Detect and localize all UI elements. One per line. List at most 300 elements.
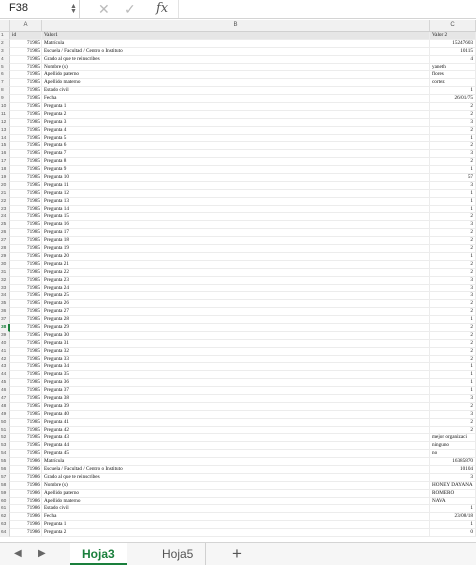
cell-b[interactable]: Pregunta 34 [42,363,430,371]
row-header[interactable]: 14 [0,135,10,143]
row-header[interactable]: 62 [0,513,10,521]
row-header[interactable]: 33 [0,285,10,293]
cell-c[interactable]: 23/08/18 [430,513,476,521]
cell-b[interactable]: Pregunta 8 [42,158,430,166]
cell-c[interactable]: 1 [430,135,476,143]
row-header[interactable]: 20 [0,182,10,190]
row-header[interactable]: 59 [0,490,10,498]
cell-c[interactable]: 2 [430,324,476,332]
row-header[interactable]: 58 [0,482,10,490]
row-header[interactable]: 4 [0,56,10,64]
cell-b[interactable]: Pregunta 5 [42,135,430,143]
cell-c[interactable]: 1 [430,87,476,95]
table-header-row [0,32,476,40]
cell-a[interactable]: 71985 [10,332,42,340]
cell-c[interactable]: 57 [430,174,476,182]
cell-a[interactable]: 71985 [10,127,42,135]
cell-c[interactable]: 2 [430,403,476,411]
cancel-icon[interactable]: ✕ [98,1,110,17]
row-header[interactable]: 12 [0,119,10,127]
cell-c[interactable]: 2 [430,237,476,245]
row-header[interactable]: 25 [0,221,10,229]
cell-a[interactable]: 71985 [10,40,42,48]
column-headers [0,20,476,32]
cell-c[interactable]: NAVA [430,498,476,506]
row-header[interactable]: 17 [0,158,10,166]
row-header[interactable]: 8 [0,87,10,95]
cell-a[interactable]: 71985 [10,363,42,371]
cell-c[interactable]: 1 [430,166,476,174]
cell-a[interactable]: 71985 [10,356,42,364]
cell-b[interactable]: Matrícula [42,458,430,466]
row-header[interactable]: 3 [0,48,10,56]
sheet-tab-hoja3[interactable]: Hoja3 [70,543,127,565]
table-row [0,505,476,513]
row-header[interactable]: 57 [0,474,10,482]
cell-b[interactable]: Pregunta 22 [42,269,430,277]
cell-b[interactable]: Nombre (s) [42,482,430,490]
cell-b[interactable]: Fecha [42,95,430,103]
cell-c[interactable]: 3 [430,221,476,229]
row-header[interactable]: 36 [0,308,10,316]
cell-b[interactable]: Escuela / Facultad / Centro o Instituto [42,466,430,474]
select-all-corner[interactable] [0,20,10,31]
cell-c[interactable]: 2 [430,229,476,237]
row-header[interactable]: 11 [0,111,10,119]
cell-c[interactable]: 1 [430,387,476,395]
cell-b[interactable]: Escuela / Facultad / Centro o Instituto [42,48,430,56]
row-header[interactable]: 1 [0,32,10,40]
cell-c[interactable]: 2 [430,427,476,435]
row-header[interactable]: 60 [0,498,10,506]
row-header[interactable]: 64 [0,529,10,537]
cell-c[interactable]: 2 [430,308,476,316]
cell-b[interactable]: Valor1 [42,32,430,40]
table-row [0,253,476,261]
column-header-c[interactable]: C [430,20,476,31]
row-header[interactable]: 63 [0,521,10,529]
cell-b[interactable]: Pregunta 16 [42,221,430,229]
cell-c[interactable]: ninguno [430,442,476,450]
cell-c[interactable]: Valor 2 [430,32,476,40]
cell-b[interactable]: Pregunta 28 [42,316,430,324]
cell-b[interactable]: Pregunta 18 [42,237,430,245]
cell-a[interactable]: 71985 [10,387,42,395]
cell-a[interactable]: 71985 [10,442,42,450]
cell-b[interactable]: Pregunta 1 [42,521,430,529]
cell-b[interactable]: Estado civil [42,505,430,513]
table-row [0,142,476,150]
column-header-a[interactable]: A [10,20,42,31]
table-row [0,87,476,95]
cell-b[interactable]: Fecha [42,513,430,521]
cell-b[interactable]: Pregunta 42 [42,427,430,435]
cell-c[interactable]: 3 [430,292,476,300]
cell-b[interactable]: Pregunta 25 [42,292,430,300]
name-box-dropdown-icon[interactable]: ▲ ▼ [70,3,77,15]
cell-b[interactable]: Apellido materno [42,498,430,506]
cell-b[interactable]: Apellido paterno [42,490,430,498]
row-header[interactable]: 44 [0,371,10,379]
cell-b[interactable]: Matrícula [42,40,430,48]
cell-b[interactable]: Pregunta 1 [42,103,430,111]
cell-c[interactable]: 3 [430,411,476,419]
cell-c[interactable]: 3 [430,395,476,403]
row-header[interactable]: 24 [0,213,10,221]
cell-b[interactable]: Pregunta 40 [42,411,430,419]
row-header[interactable]: 40 [0,340,10,348]
cell-c[interactable]: 1 [430,521,476,529]
cell-a[interactable]: 71985 [10,269,42,277]
add-sheet-button[interactable]: + [232,544,242,563]
cell-a[interactable]: 71985 [10,158,42,166]
cell-b[interactable]: Nombre (s) [42,64,430,72]
cell-a[interactable]: 71986 [10,490,42,498]
cell-b[interactable]: Pregunta 19 [42,245,430,253]
cell-a[interactable]: 71986 [10,482,42,490]
cell-a[interactable]: 71985 [10,229,42,237]
name-box[interactable] [0,0,80,18]
cell-b[interactable]: Pregunta 9 [42,166,430,174]
row-header[interactable]: 9 [0,95,10,103]
cell-a[interactable]: 71985 [10,411,42,419]
cell-b[interactable]: Grado al que te reinscribes [42,56,430,64]
row-header[interactable]: 51 [0,427,10,435]
cell-b[interactable]: Pregunta 30 [42,332,430,340]
cell-a[interactable]: 71985 [10,71,42,79]
cell-b[interactable]: Pregunta 29 [42,324,430,332]
table-row [0,356,476,364]
cell-c[interactable]: 1 [430,316,476,324]
confirm-icon[interactable]: ✓ [124,1,136,17]
cell-b[interactable]: Apellido paterno [42,71,430,79]
cell-c[interactable]: 1 [430,379,476,387]
cell-a[interactable]: 71985 [10,434,42,442]
cell-b[interactable]: Pregunta 6 [42,142,430,150]
cell-a[interactable]: 71985 [10,135,42,143]
row-header[interactable]: 37 [0,316,10,324]
row-header[interactable]: 30 [0,261,10,269]
cell-b[interactable]: Pregunta 23 [42,277,430,285]
row-header[interactable]: 56 [0,466,10,474]
cell-c[interactable]: 2 [430,340,476,348]
cell-c[interactable]: 16385870 [430,458,476,466]
cell-a[interactable]: 71985 [10,348,42,356]
cell-a[interactable]: 71985 [10,213,42,221]
cell-b[interactable]: Pregunta 36 [42,379,430,387]
cell-b[interactable]: Pregunta 17 [42,229,430,237]
cell-a[interactable]: 71985 [10,142,42,150]
cell-a[interactable]: 71985 [10,419,42,427]
cell-b[interactable]: Pregunta 11 [42,182,430,190]
row-header[interactable]: 18 [0,166,10,174]
row-header[interactable]: 47 [0,395,10,403]
cell-a[interactable]: 71985 [10,253,42,261]
row-header[interactable]: 6 [0,71,10,79]
cell-b[interactable]: Pregunta 39 [42,403,430,411]
cell-a[interactable]: 71985 [10,237,42,245]
row-header[interactable]: 16 [0,150,10,158]
cell-c[interactable]: 2 [430,158,476,166]
cell-c[interactable]: 1 [430,363,476,371]
row-header[interactable]: 49 [0,411,10,419]
cell-a[interactable]: 71985 [10,221,42,229]
cell-c[interactable]: 2 [430,127,476,135]
cell-a[interactable]: 71986 [10,529,42,537]
cell-b[interactable]: Pregunta 21 [42,261,430,269]
cell-c[interactable]: 26/01/75 [430,95,476,103]
cell-c[interactable]: 2 [430,356,476,364]
cell-a[interactable]: 71985 [10,340,42,348]
cell-c[interactable]: 1 [430,505,476,513]
cell-c[interactable]: 4 [430,56,476,64]
cell-c[interactable]: 1 [430,206,476,214]
cell-c[interactable]: no [430,450,476,458]
row-header[interactable]: 46 [0,387,10,395]
cell-a[interactable]: 71985 [10,403,42,411]
cell-b[interactable]: Pregunta 31 [42,340,430,348]
row-header[interactable]: 39 [0,332,10,340]
row-header[interactable]: 27 [0,237,10,245]
row-header[interactable]: 13 [0,127,10,135]
cell-a[interactable]: 71986 [10,521,42,529]
cell-c[interactable]: 2 [430,111,476,119]
table-row [0,442,476,450]
cell-b[interactable]: Pregunta 3 [42,119,430,127]
cell-c[interactable]: 2 [430,269,476,277]
row-header[interactable]: 54 [0,450,10,458]
cell-c[interactable]: 2 [430,142,476,150]
table-row [0,340,476,348]
cell-a[interactable]: 71985 [10,379,42,387]
cell-a[interactable]: 71985 [10,150,42,158]
cell-c[interactable]: 1 [430,198,476,206]
cell-c[interactable]: 1 [430,371,476,379]
cell-a[interactable]: 71985 [10,56,42,64]
cell-reference: F38 [9,2,28,14]
row-header[interactable]: 35 [0,300,10,308]
cell-c[interactable]: 10104 [430,466,476,474]
cell-a[interactable]: 71985 [10,190,42,198]
cell-c[interactable]: 1 [430,253,476,261]
cell-b[interactable]: Pregunta 44 [42,442,430,450]
cell-b[interactable]: Pregunta 27 [42,308,430,316]
cell-b[interactable]: Pregunta 41 [42,419,430,427]
cell-a[interactable]: 71985 [10,198,42,206]
row-header[interactable]: 21 [0,190,10,198]
cell-c[interactable]: cortez [430,79,476,87]
cell-a[interactable]: 71986 [10,466,42,474]
table-row [0,269,476,277]
cell-a[interactable]: 71986 [10,513,42,521]
cell-c[interactable]: ROMERO [430,490,476,498]
row-header[interactable]: 48 [0,403,10,411]
table-row [0,450,476,458]
table-row [0,332,476,340]
cell-b[interactable]: Pregunta 24 [42,285,430,293]
cell-c[interactable]: 3 [430,474,476,482]
cell-a[interactable]: 71985 [10,119,42,127]
cell-c[interactable]: 2 [430,419,476,427]
cell-c[interactable]: 2 [430,245,476,253]
function-icon[interactable]: fx [156,1,169,16]
row-header[interactable]: 42 [0,356,10,364]
cell-a[interactable]: 71985 [10,395,42,403]
next-sheet-icon[interactable]: ▶ [38,548,46,559]
cell-a[interactable]: 71986 [10,474,42,482]
cell-b[interactable]: Pregunta 4 [42,127,430,135]
cell-a[interactable]: 71985 [10,300,42,308]
cell-a[interactable]: 71985 [10,87,42,95]
cell-a[interactable]: 71985 [10,79,42,87]
table-row [0,206,476,214]
row-header[interactable]: 38 [0,324,10,332]
row-header[interactable]: 28 [0,245,10,253]
row-header[interactable]: 7 [0,79,10,87]
table-row [0,158,476,166]
cell-c[interactable]: 3 [430,285,476,293]
sheet-tab-hoja5[interactable]: Hoja5 [150,543,206,565]
cell-b[interactable]: Grado al que te reinscribes [42,474,430,482]
cell-a[interactable]: 71985 [10,95,42,103]
cell-c[interactable]: 3 [430,277,476,285]
cell-a[interactable]: 71985 [10,427,42,435]
cell-c[interactable]: 2 [430,103,476,111]
cell-b[interactable]: Pregunta 20 [42,253,430,261]
cell-c[interactable]: 2 [430,332,476,340]
row-header[interactable]: 55 [0,458,10,466]
cell-a[interactable]: 71986 [10,505,42,513]
cell-b[interactable]: Pregunta 35 [42,371,430,379]
table-row [0,403,476,411]
grid-rows [0,32,476,537]
row-header[interactable]: 26 [0,229,10,237]
cell-a[interactable]: 71985 [10,48,42,56]
row-header[interactable]: 29 [0,253,10,261]
cell-c[interactable]: 1 [430,190,476,198]
cell-a[interactable]: 71985 [10,182,42,190]
spreadsheet-grid[interactable] [0,20,476,542]
row-header[interactable]: 23 [0,206,10,214]
cell-a[interactable]: 71985 [10,245,42,253]
table-row [0,363,476,371]
row-header[interactable]: 31 [0,269,10,277]
cell-c[interactable]: yaneth [430,64,476,72]
sheet-tab-bar [0,542,476,565]
cell-a[interactable]: 71985 [10,64,42,72]
cell-a[interactable]: 71985 [10,261,42,269]
row-header[interactable]: 10 [0,103,10,111]
cell-a[interactable]: 71985 [10,206,42,214]
cell-a[interactable]: 71985 [10,450,42,458]
cell-c[interactable]: 3 [430,119,476,127]
cell-b[interactable]: Pregunta 37 [42,387,430,395]
cell-a[interactable]: 71986 [10,458,42,466]
cell-a[interactable]: 71985 [10,103,42,111]
table-row [0,411,476,419]
cell-c[interactable]: 2 [430,213,476,221]
cell-a[interactable]: 71985 [10,111,42,119]
table-row [0,79,476,87]
cell-b[interactable]: Pregunta 14 [42,206,430,214]
row-header[interactable]: 61 [0,505,10,513]
table-row [0,245,476,253]
column-header-b[interactable]: B [42,20,430,31]
cell-c[interactable]: HONEY DAYANA [430,482,476,490]
cell-c[interactable]: 0 [430,529,476,537]
cell-b[interactable]: Pregunta 7 [42,150,430,158]
cell-c[interactable]: 2 [430,300,476,308]
cell-a[interactable]: 71986 [10,498,42,506]
cell-c[interactable]: mejor organizaci [430,434,476,442]
table-row [0,490,476,498]
cell-a[interactable]: 71985 [10,316,42,324]
cell-a[interactable]: id [10,32,42,40]
cell-a[interactable]: 71985 [10,285,42,293]
table-row [0,498,476,506]
cell-a[interactable]: 71985 [10,277,42,285]
cell-c[interactable]: 2 [430,348,476,356]
row-header[interactable]: 32 [0,277,10,285]
cell-b[interactable]: Pregunta 33 [42,356,430,364]
previous-sheet-icon[interactable]: ◀ [14,548,22,559]
cell-c[interactable]: 2 [430,261,476,269]
row-header[interactable]: 19 [0,174,10,182]
cell-c[interactable]: 3 [430,150,476,158]
row-header[interactable]: 34 [0,292,10,300]
row-header[interactable]: 41 [0,348,10,356]
cell-c[interactable]: 3 [430,182,476,190]
cell-b[interactable]: Pregunta 38 [42,395,430,403]
row-header[interactable]: 50 [0,419,10,427]
row-header[interactable]: 43 [0,363,10,371]
cell-a[interactable]: 71985 [10,292,42,300]
row-header[interactable]: 53 [0,442,10,450]
row-header[interactable]: 45 [0,379,10,387]
row-header[interactable]: 5 [0,64,10,72]
cell-c[interactable]: 15247603 [430,40,476,48]
row-header[interactable]: 2 [0,40,10,48]
cell-b[interactable]: Pregunta 32 [42,348,430,356]
row-header[interactable]: 15 [0,142,10,150]
cell-b[interactable]: Pregunta 10 [42,174,430,182]
formula-input[interactable] [178,0,476,18]
cell-b[interactable]: Pregunta 26 [42,300,430,308]
cell-b[interactable]: Pregunta 12 [42,190,430,198]
cell-b[interactable]: Pregunta 2 [42,529,430,537]
cell-b[interactable]: Pregunta 15 [42,213,430,221]
table-row [0,324,476,332]
cell-b[interactable]: Apellido materno [42,79,430,87]
table-row [0,292,476,300]
cell-a[interactable]: 71985 [10,371,42,379]
cell-a[interactable]: 71985 [10,324,42,332]
cell-a[interactable]: 71985 [10,166,42,174]
cell-c[interactable]: flores [430,71,476,79]
cell-c[interactable]: 10115 [430,48,476,56]
row-header[interactable]: 22 [0,198,10,206]
cell-b[interactable]: Estado civil [42,87,430,95]
row-header[interactable]: 52 [0,434,10,442]
cell-b[interactable]: Pregunta 43 [42,434,430,442]
cell-a[interactable]: 71985 [10,174,42,182]
cell-b[interactable]: Pregunta 2 [42,111,430,119]
table-row [0,221,476,229]
cell-a[interactable]: 71985 [10,308,42,316]
table-row [0,427,476,435]
cell-b[interactable]: Pregunta 13 [42,198,430,206]
cell-b[interactable]: Pregunta 45 [42,450,430,458]
